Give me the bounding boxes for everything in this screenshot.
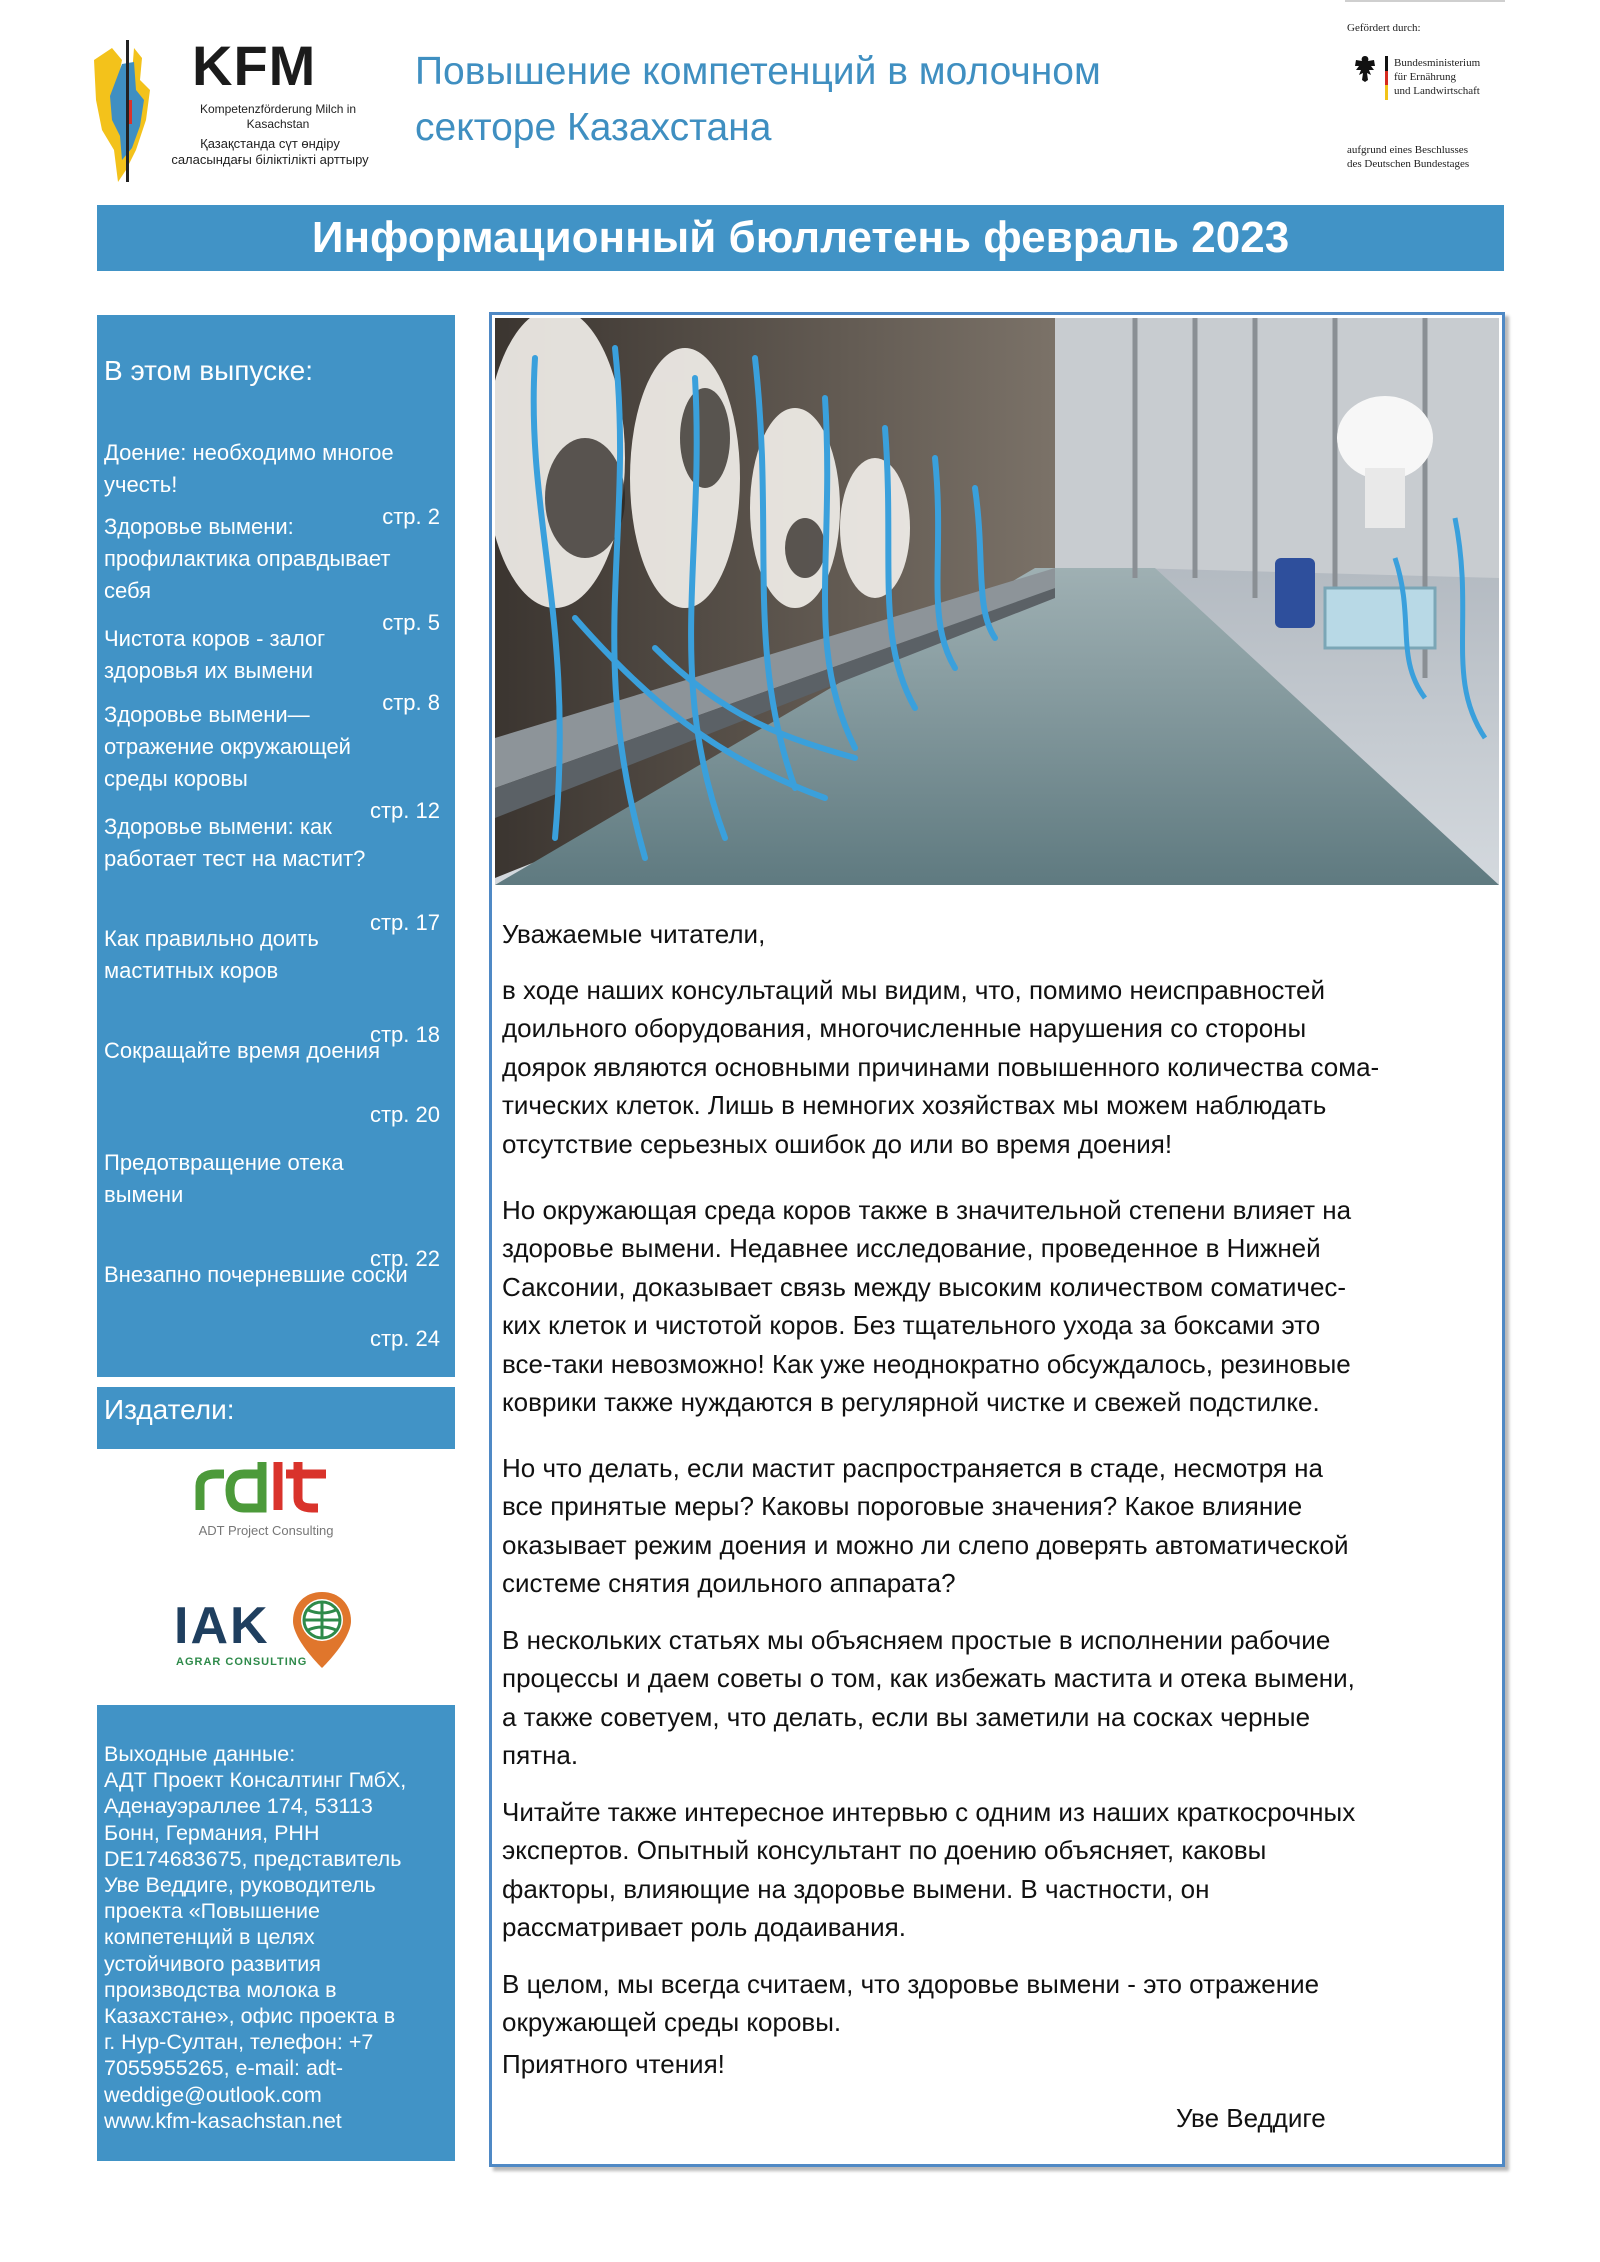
article-line: В нескольких статьях мы объясняем простые в исполнении рабочие bbox=[502, 1625, 1331, 1655]
article-line: пятна. bbox=[502, 1740, 579, 1771]
toc-item-last-line bbox=[104, 1067, 440, 1127]
toc-item-line bbox=[104, 987, 440, 1019]
toc-page-number: стр. 18 bbox=[369, 1022, 440, 1047]
article-line: здоровье вымени. Недавнее исследование, проведенное в Нижней bbox=[502, 1233, 1321, 1264]
article-signature: Уве Веддиге bbox=[1176, 2103, 1326, 2133]
german-flag-stripe-icon bbox=[1385, 56, 1388, 100]
table-of-contents bbox=[97, 315, 455, 1377]
ministry-name-line: für Ernährung bbox=[1394, 71, 1457, 83]
iak-logo-caption: AGRAR CONSULTING bbox=[176, 1656, 308, 1668]
imprint-line: Бонн, Германия, РНН bbox=[104, 1820, 320, 1845]
imprint-line: производства молока в bbox=[104, 1977, 337, 2002]
article-line: оказывает режим доения и можно ли слепо доверять автоматической bbox=[502, 1529, 1349, 1560]
toc-item bbox=[104, 699, 440, 823]
adt-logo-caption: ADT Project Consulting bbox=[198, 1523, 334, 1538]
toc-page-number: стр. 24 bbox=[369, 1326, 440, 1351]
toc-item-line: Доение: необходимо многое bbox=[104, 440, 394, 465]
adt-logo bbox=[186, 1460, 346, 1540]
toc-item-last-line bbox=[104, 987, 440, 1047]
imprint-line: Казахстане», офис проекта в bbox=[104, 2004, 396, 2029]
toc-page-number: стр. 20 bbox=[369, 1102, 440, 1127]
article-line: в ходе наших консультаций мы видим, что, помимо неисправностей bbox=[502, 975, 1326, 1005]
toc-item-last-line bbox=[104, 575, 440, 635]
imprint-line: устойчивого развития bbox=[104, 1951, 321, 1976]
ministry-name-line: und Landwirtschaft bbox=[1394, 85, 1480, 97]
toc-item-last-line bbox=[104, 1291, 440, 1351]
publishers-heading: Издатели: bbox=[97, 1387, 455, 1449]
toc-item-line: профилактика оправдывает bbox=[104, 546, 391, 571]
milking-parlor-photo bbox=[495, 318, 1499, 885]
funded-by-label: Gefördert durch: bbox=[1347, 22, 1421, 34]
article-line: окружающей среды коровы. bbox=[502, 2007, 842, 2038]
toc-item-line: отражение окружающей bbox=[104, 734, 351, 759]
imprint-line: компетенций в целях bbox=[104, 1925, 315, 1950]
adt-logo-mark-icon bbox=[186, 1460, 346, 1516]
imprint-line: АДТ Проект Консалтинг ГмбХ, bbox=[104, 1768, 407, 1793]
bundestag-decision-line: aufgrund eines Beschlusses bbox=[1347, 144, 1468, 156]
imprint-line: weddige@outlook.com bbox=[104, 2082, 322, 2107]
toc-item-last-line bbox=[104, 875, 440, 935]
kfm-logo-subtitle-kz: Қазақстанда сүт өндіру саласындағы біліктілікті арттыру bbox=[171, 136, 369, 167]
article-line: Но что делать, если мастит распространяется в стаде, несмотря на bbox=[502, 1453, 1323, 1483]
article-paragraph bbox=[502, 1793, 1492, 1947]
article-line: ких клеток и чистотой коров. Без тщательного ухода за боксами это bbox=[502, 1310, 1321, 1341]
toc-page-number: стр. 8 bbox=[382, 690, 440, 715]
article-line: все-таки невозможно! Как уже неоднократно обсуждалось, резиновые bbox=[502, 1348, 1351, 1379]
article-paragraph bbox=[502, 971, 1492, 1163]
newsletter-banner: Информационный бюллетень февраль 2023 bbox=[97, 205, 1504, 271]
article-line: Саксонии, доказывает связь между высоким количеством соматичес- bbox=[502, 1271, 1347, 1302]
funder-divider bbox=[1345, 0, 1505, 2]
article-line: доярок являются основными причинами повышенного количества сома- bbox=[502, 1051, 1380, 1082]
ministry-name-line: Bundesministerium bbox=[1394, 57, 1481, 69]
toc-item-line: работает тест на мастит? bbox=[104, 846, 366, 871]
kazakhstan-map-icon bbox=[92, 40, 162, 182]
toc-page-number: стр. 2 bbox=[382, 504, 440, 529]
imprint-line: Уве Веддиге, руководитель bbox=[104, 1873, 376, 1898]
toc-page-number: стр. 12 bbox=[369, 798, 440, 823]
toc-item bbox=[104, 811, 440, 935]
article-line: коврики также нуждаются в регулярной чистке и свежей подстилке. bbox=[502, 1387, 1320, 1418]
imprint bbox=[97, 1705, 455, 2161]
article-paragraph bbox=[502, 1449, 1492, 1603]
toc-item-line: Чистота коров - залог bbox=[104, 626, 326, 651]
article-line: В целом, мы всегда считаем, что здоровье вымени - это отражение bbox=[502, 1969, 1320, 1999]
toc-item-last-line bbox=[104, 763, 440, 823]
toc-item-line: среды коровы bbox=[104, 766, 248, 791]
toc-item-line: Как правильно доить bbox=[104, 926, 319, 951]
toc-item bbox=[104, 1259, 440, 1351]
article-line: Читайте также интересное интервью с одним из наших краткосрочных bbox=[502, 1797, 1356, 1827]
toc-page-number: стр. 17 bbox=[369, 910, 440, 935]
article-closing: Приятного чтения! bbox=[502, 2049, 725, 2079]
ministry-name bbox=[1394, 56, 1480, 98]
toc-item-line: Сокращайте время доения bbox=[104, 1038, 380, 1063]
article-line: системе снятия доильного аппарата? bbox=[502, 1568, 956, 1599]
article-line: экспертов. Опытный консультант по доению объясняет, каковы bbox=[502, 1835, 1267, 1866]
project-title bbox=[415, 44, 1195, 156]
bundestag-decision bbox=[1347, 143, 1469, 171]
toc-item-line: учесть! bbox=[104, 472, 178, 497]
imprint-line: www.kfm-kasachstan.net bbox=[104, 2108, 342, 2133]
kfm-logo-subtitle-de: Kompetenzförderung Milch in Kasachstan bbox=[199, 102, 357, 131]
imprint-line: проекта «Повышение bbox=[104, 1899, 320, 1924]
toc-item-line: Здоровье вымени— bbox=[104, 702, 310, 727]
toc-heading: В этом выпуске: bbox=[104, 355, 314, 386]
article-line: процессы и даем советы о том, как избежать мастита и отека вымени, bbox=[502, 1663, 1355, 1694]
toc-item-last-line bbox=[104, 1211, 440, 1271]
article-line: тических клеток. Лишь в немногих хозяйствах мы можем наблюдать bbox=[502, 1090, 1327, 1121]
project-title-line-1: Повышение компетенций в молочном bbox=[415, 50, 1101, 93]
toc-item-line bbox=[104, 1067, 440, 1099]
toc-item-line: себя bbox=[104, 578, 152, 603]
article-line: факторы, влияющие на здоровье вымени. В частности, он bbox=[502, 1873, 1210, 1904]
toc-item-line: здоровья их вымени bbox=[104, 658, 314, 683]
funder-logo bbox=[1345, 0, 1505, 175]
toc-item-line bbox=[104, 1211, 440, 1243]
article-line: Но окружающая среда коров также в значительной степени влияет на bbox=[502, 1195, 1352, 1225]
toc-item-line: маститных коров bbox=[104, 958, 279, 983]
article-paragraph bbox=[502, 1191, 1492, 1421]
toc-item bbox=[104, 1147, 440, 1271]
toc-item-line: Здоровье вымени: bbox=[104, 514, 294, 539]
toc-item bbox=[104, 923, 440, 1047]
article-line: рассматривает роль додаивания. bbox=[502, 1912, 906, 1943]
imprint-line: Аденауэраллее 174, 53113 bbox=[104, 1794, 373, 1819]
bundestag-decision-line: des Deutschen Bundestages bbox=[1347, 158, 1470, 170]
imprint-line: 7055955265, e-mail: adt- bbox=[104, 2056, 344, 2081]
federal-eagle-icon bbox=[1353, 54, 1377, 84]
toc-item-line: Предотвращение отека bbox=[104, 1150, 344, 1175]
article-line: а также советуем, что делать, если вы заметили на сосках черные bbox=[502, 1701, 1311, 1732]
imprint-line: Выходные данные: bbox=[104, 1742, 296, 1766]
article-line: отсутствие серьезных ошибок до или во время доения! bbox=[502, 1128, 1173, 1159]
imprint-line: г. Нур-Султан, телефон: +7 bbox=[104, 2030, 374, 2055]
iak-logo bbox=[174, 1590, 364, 1680]
toc-item bbox=[104, 1035, 440, 1127]
article-paragraph bbox=[502, 1965, 1492, 2042]
article-line: доильного оборудования, многочисленные нарушения со стороны bbox=[502, 1013, 1307, 1044]
article-line: все принятые меры? Каковы пороговые значения? Какое влияние bbox=[502, 1491, 1303, 1522]
imprint-text bbox=[104, 1741, 448, 2134]
toc-item-line: Внезапно почерневшие соски bbox=[104, 1262, 408, 1287]
project-title-line-2: секторе Казахстана bbox=[415, 106, 772, 149]
toc-item bbox=[104, 511, 440, 635]
toc-page-number: стр. 22 bbox=[369, 1246, 440, 1271]
kfm-logo-name: KFM bbox=[192, 34, 317, 97]
toc-page-number: стр. 5 bbox=[382, 610, 440, 635]
imprint-line: DE174683675, представитель bbox=[104, 1846, 402, 1871]
toc-item-line: вымени bbox=[104, 1182, 184, 1207]
toc-item-line bbox=[104, 1291, 440, 1323]
article-paragraph bbox=[502, 1621, 1492, 1775]
iak-logo-text: IAK bbox=[174, 1597, 270, 1655]
toc-item-line: Здоровье вымени: как bbox=[104, 814, 332, 839]
article-greeting: Уважаемые читатели, bbox=[502, 919, 766, 949]
main-article-frame bbox=[489, 312, 1505, 2167]
kfm-logo bbox=[92, 36, 372, 186]
toc-item-line bbox=[104, 875, 440, 907]
